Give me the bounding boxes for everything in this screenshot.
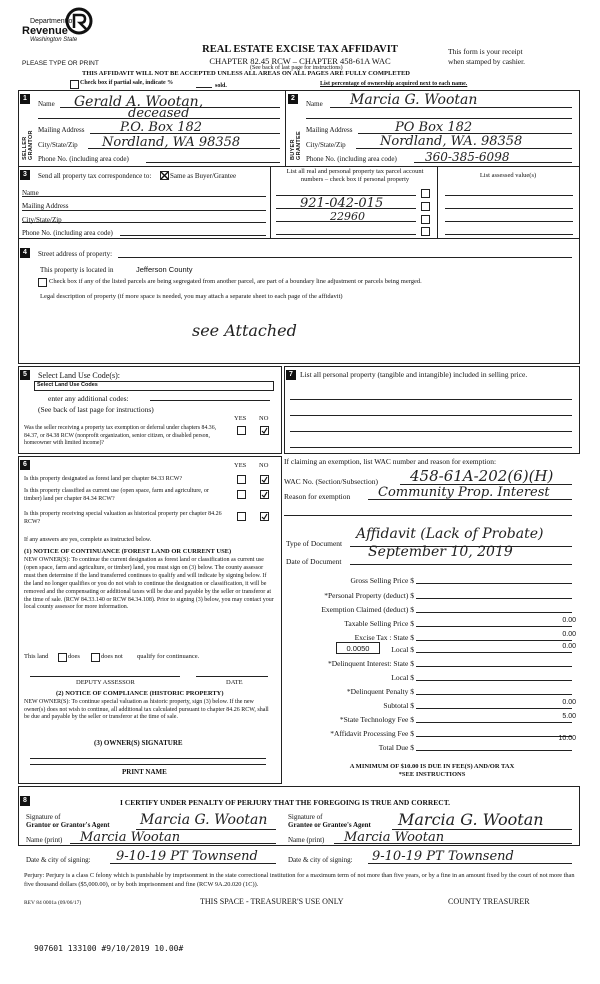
subtotal-label: Subtotal $ [383, 701, 414, 710]
notice-continuance-title: (1) NOTICE OF CONTINUANCE (FOREST LAND OR CURRENT USE) [24, 548, 232, 555]
exemption-claim-label: If claiming an exemption, list WAC number and reason for exemption: [284, 457, 497, 466]
s6-no-label: NO [259, 462, 269, 469]
grantee-signature[interactable]: Marcia G. Wootan [398, 810, 544, 829]
buyer-name[interactable]: Marcia G. Wootan [350, 92, 478, 108]
s5-see-back: (See back of last page for instructions) [38, 405, 154, 414]
buyer-mailing[interactable]: PO Box 182 [395, 120, 473, 135]
q-forest-land: Is this property designated as forest land per chapter 84.33 RCW? [24, 476, 183, 482]
delinquent-state-label: *Delinquent Interest: State $ [327, 659, 414, 668]
section-6-number: 6 [20, 460, 30, 470]
buyer-phone-label: Phone No. (including area code) [306, 155, 397, 163]
seller-name[interactable]: Gerald A. Wootan, [74, 94, 204, 110]
s3-phone-label: Phone No. (including area code) [22, 229, 113, 237]
total-due-label: Total Due $ [378, 743, 414, 752]
seller-mailing[interactable]: P.O. Box 182 [120, 120, 203, 135]
does-not-label: does not [101, 653, 123, 660]
parcel-header-1: List all real and personal property tax parcel account [286, 168, 424, 175]
buyer-city[interactable]: Nordland, WA. 98358 [380, 134, 523, 149]
tech-fee-value[interactable]: 5.00 [562, 713, 576, 720]
dept-line1: Department of [30, 18, 75, 25]
sold-label: sold. [215, 83, 227, 89]
total-due-value[interactable]: 10.00 [558, 735, 576, 742]
wac-label: WAC No. (Section/Subsection) [284, 477, 378, 486]
certify-statement: I CERTIFY UNDER PENALTY OF PERJURY THAT THE FOREGOING IS TRUE AND CORRECT. [120, 798, 451, 807]
s5-exemption-yes-checkbox[interactable] [237, 426, 246, 435]
please-type: PLEASE TYPE OR PRINT [22, 60, 99, 67]
parcel-4-personal-checkbox[interactable] [421, 227, 430, 236]
street-address-label: Street address of property: [38, 250, 113, 258]
same-as-buyer-label: Same as Buyer/Grantee [170, 172, 237, 180]
grantee-date-city-label: Date & city of signing: [288, 856, 353, 864]
local-rate-value: 0.0050 [346, 644, 370, 653]
delinquent-penalty-label: *Delinquent Penalty $ [346, 687, 414, 696]
segregated-label: Check box if any of the listed parcels are being segregated from another parcel, are part of a boundary line adjustment or parcels being merged. [49, 278, 422, 285]
receipt-note-1: This form is your receipt [448, 47, 523, 56]
additional-codes-label: enter any additional codes: [48, 394, 129, 403]
personal-property-label: List all personal property (tangible and intangible) included in selling price. [300, 370, 528, 379]
q1-yes-checkbox[interactable] [237, 475, 246, 484]
grantee-name-print[interactable]: Marcia Wootan [344, 830, 445, 845]
partial-sale-checkbox[interactable] [70, 80, 79, 89]
grantor-sig-label: Signature of [26, 813, 61, 821]
grantor-name-print[interactable]: Marcia Wootan [80, 830, 181, 845]
check-icon [261, 476, 268, 483]
seller-name-2[interactable]: deceased [128, 106, 190, 121]
minimum-note: A MINIMUM OF $10.00 IS DUE IN FEE(S) AND/OR TAX [349, 763, 515, 770]
buyer-phone[interactable]: 360-385-6098 [425, 150, 510, 164]
gross-label: Gross Selling Price $ [350, 576, 414, 585]
land-use-label: Select Land Use Code(s): [38, 371, 120, 380]
delinquent-local-label: Local $ [391, 673, 414, 682]
buyer-side-label: BUYER GRANTEE [290, 131, 302, 160]
dept-line3: Washington State [30, 37, 78, 43]
excise-state-value[interactable]: 0.00 [562, 631, 576, 638]
check-icon [261, 491, 268, 498]
subtotal-value[interactable]: 0.00 [562, 699, 576, 706]
notice-compliance-text: NEW OWNER(S): To continue special valuation as historic property, sign (3) below. If the new owner(s) does not wish to continue, all additional tax calculated pursuant to chapter 84.26 RCW, shall be due and payable by the seller or transferor at the time of sale. [24, 699, 269, 721]
doc-type-label: Type of Document [286, 539, 343, 548]
section-5-number: 5 [20, 370, 30, 380]
q3-no-checkbox[interactable] [260, 512, 269, 521]
parcel-2-number[interactable]: 22960 [330, 210, 365, 223]
grantor-date-city[interactable]: 9-10-19 PT Townsend [116, 849, 258, 864]
section-2-number: 2 [288, 94, 298, 104]
located-in-label: This property is located in [40, 266, 114, 274]
affidavit-fee-label: *Affidavit Processing Fee $ [330, 729, 414, 738]
wac-value[interactable]: 458-61A-202(6)(H) [410, 467, 554, 485]
check-icon [261, 427, 268, 434]
taxable-price-label: Taxable Selling Price $ [344, 619, 414, 628]
q2-no-checkbox[interactable] [260, 490, 269, 499]
treasurer-space: THIS SPACE - TREASURER'S USE ONLY [200, 897, 344, 906]
land-does-not-checkbox[interactable] [91, 653, 100, 662]
grantor-date-city-label: Date & city of signing: [26, 856, 91, 864]
seller-side-label: SELLER GRANTOR [22, 130, 34, 160]
section-8-number: 8 [20, 796, 30, 806]
ownership-note: List percentage of ownership acquired next to each name. [320, 81, 468, 87]
doc-date-value[interactable]: September 10, 2019 [368, 544, 513, 560]
not-accepted-notice: THIS AFFIDAVIT WILL NOT BE ACCEPTED UNLESS ALL AREAS ON ALL PAGES ARE FULLY COMPLETED [82, 70, 410, 77]
form-title: REAL ESTATE EXCISE TAX AFFIDAVIT [202, 44, 398, 55]
seller-name-label: Name [38, 100, 55, 108]
grantor-name-print-label: Name (print) [26, 836, 63, 844]
deputy-assessor-label: DEPUTY ASSESSOR [76, 679, 135, 686]
exemption-question: Was the seller receiving a property tax exemption or deferral under chapters 84.36, 84.37, or 84.38 RCW (nonprofit organization, senior citizen, or disabled person, homeowner with limited income)? [24, 425, 217, 446]
grantee-sig-label: Signature of [288, 813, 323, 821]
parcel-2-personal-checkbox[interactable] [421, 202, 430, 211]
if-yes-note: If any answers are yes, complete as instructed below. [24, 537, 152, 543]
cashier-stamp: 907601 133100 #9/10/2019 10.00# [34, 944, 184, 953]
s5-exemption-no-checkbox[interactable] [260, 426, 269, 435]
print-name-label: PRINT NAME [122, 768, 167, 776]
partial-sale-label: Check box if partial sale, indicate % [80, 80, 174, 86]
parcel-3-personal-checkbox[interactable] [421, 215, 430, 224]
section-1-number: 1 [20, 94, 30, 104]
date-label: DATE [226, 679, 243, 686]
q2-yes-checkbox[interactable] [237, 490, 246, 499]
reason-label: Reason for exemption [284, 492, 351, 501]
q1-no-checkbox[interactable] [260, 475, 269, 484]
see-instructions-note: *SEE INSTRUCTIONS [398, 771, 466, 778]
section-3-number: 3 [20, 170, 30, 180]
q-current-use: Is this property classified as current use (open space, farm and agriculture, or timber) land per chapter 84.34 RCW? [24, 488, 209, 502]
form-subtitle: CHAPTER 82.45 RCW – CHAPTER 458-61A WAC [209, 56, 391, 66]
seller-city[interactable]: Nordland, WA 98358 [102, 135, 241, 150]
land-use-select-value: Select Land Use Codes [37, 382, 98, 388]
same-as-buyer-checkbox[interactable] [160, 171, 169, 180]
rev-number: REV 84 0001a (09/06/17) [24, 900, 82, 906]
grantor-signature[interactable]: Marcia G. Wootan [140, 812, 268, 828]
dept-line2: Revenue [22, 25, 68, 37]
local-label: Local $ [391, 645, 414, 654]
land-use-select[interactable] [34, 381, 274, 391]
receipt-note-2: when stamped by cashier. [448, 57, 526, 66]
q-historic: Is this property receiving special valuation as historical property per chapter 84.26 RCW? [24, 511, 222, 525]
send-correspondence-label: Send all property tax correspondence to: [38, 172, 152, 180]
buyer-name-label: Name [306, 100, 323, 108]
grantor-agent-label: Grantor or Grantor's Agent [26, 821, 110, 829]
buyer-city-label: City/State/Zip [306, 141, 346, 149]
qualify-label: qualify for continuance. [137, 653, 200, 660]
parcel-header-2: numbers – check box if personal property [300, 176, 410, 183]
section-7-number: 7 [286, 370, 296, 380]
doc-date-label: Date of Document [286, 557, 342, 566]
tech-fee-label: *State Technology Fee $ [339, 715, 414, 724]
county-treasurer: COUNTY TREASURER [448, 897, 530, 906]
buyer-mailing-label: Mailing Address [306, 126, 353, 134]
grantee-date-city[interactable]: 9-10-19 PT Townsend [372, 849, 514, 864]
local-value[interactable]: 0.00 [562, 643, 576, 650]
seller-city-label: City/State/Zip [38, 141, 78, 149]
parcel-1-number[interactable]: 921-042-015 [300, 196, 384, 211]
s5-yes-label: YES [234, 415, 247, 422]
perjury-notice: Perjury: Perjury is a class C felony which is punishable by imprisonment in the state correctional institution for a maximum term of not more than five years, or by a fine in an amount fixed by the court of not more than five thousand dollars ($5,000.00), or by both imprisonment and fine (RCW 9A.20.020 (1C)). [24, 872, 575, 888]
assessed-header: List assessed value(s) [479, 172, 537, 179]
s6-yes-label: YES [234, 462, 247, 469]
does-label: does [68, 653, 80, 660]
county-value[interactable]: Jefferson County [136, 265, 193, 274]
s5-no-label: NO [259, 415, 269, 422]
taxable-price-value[interactable]: 0.00 [562, 617, 576, 624]
personal-property-deduct-label: *Personal Property (deduct) $ [324, 591, 414, 600]
q3-yes-checkbox[interactable] [237, 512, 246, 521]
owner-signature-label: (3) OWNER(S) SIGNATURE [94, 739, 183, 747]
notice-compliance-title: (2) NOTICE OF COMPLIANCE (HISTORIC PROPERTY) [56, 690, 224, 697]
seller-mailing-label: Mailing Address [38, 126, 85, 134]
reason-value[interactable]: Community Prop. Interest [378, 485, 550, 500]
section-6-box [18, 456, 282, 784]
check-icon [261, 513, 268, 520]
parcel-1-personal-checkbox[interactable] [421, 189, 430, 198]
this-land-label: This land [24, 653, 49, 660]
doc-type-value[interactable]: Affidavit (Lack of Probate) [356, 526, 544, 542]
seller-phone-label: Phone No. (including area code) [38, 155, 129, 163]
section-4-number: 4 [20, 248, 30, 258]
exemption-deduct-label: Exemption Claimed (deduct) $ [321, 605, 414, 614]
s3-name-label: Name [22, 189, 39, 197]
segregated-checkbox[interactable] [38, 278, 47, 287]
s3-city-label: City/State/Zip [22, 216, 62, 224]
land-does-checkbox[interactable] [58, 653, 67, 662]
excise-state-label: Excise Tax : State $ [354, 633, 414, 642]
notice-continuance-text: NEW OWNER(S): To continue the current designation as forest land or classification as current use (open space, farm and agriculture, or timber) land, you must sign on (3) below. The county assessor must then determine if the land transferred continues to qualify and will indicate by signing below. If the land no longer qualifies or you do not wish to continue the designation or classification, it will be removed and the compensating or additional taxes will be due and payable by the seller or transferor at the time of sale. (RCW 84.33.140 or RCW 84.34.108). Prior to signing (3) below, you may contact your local county assessor for more information. [24, 557, 274, 611]
grantee-name-print-label: Name (print) [288, 836, 325, 844]
s3-mailing-label: Mailing Address [22, 202, 69, 210]
legal-description-value[interactable]: see Attached [192, 321, 297, 340]
see-back-header: (See back of last page for instructions) [250, 65, 343, 71]
local-rate-box[interactable] [336, 642, 380, 654]
legal-description-label: Legal description of property (if more space is needed, you may attach a separate sheet to each page of the affidavit) [40, 293, 343, 300]
grantee-agent-label: Grantee or Grantee's Agent [288, 821, 371, 829]
check-x-icon [161, 172, 168, 179]
